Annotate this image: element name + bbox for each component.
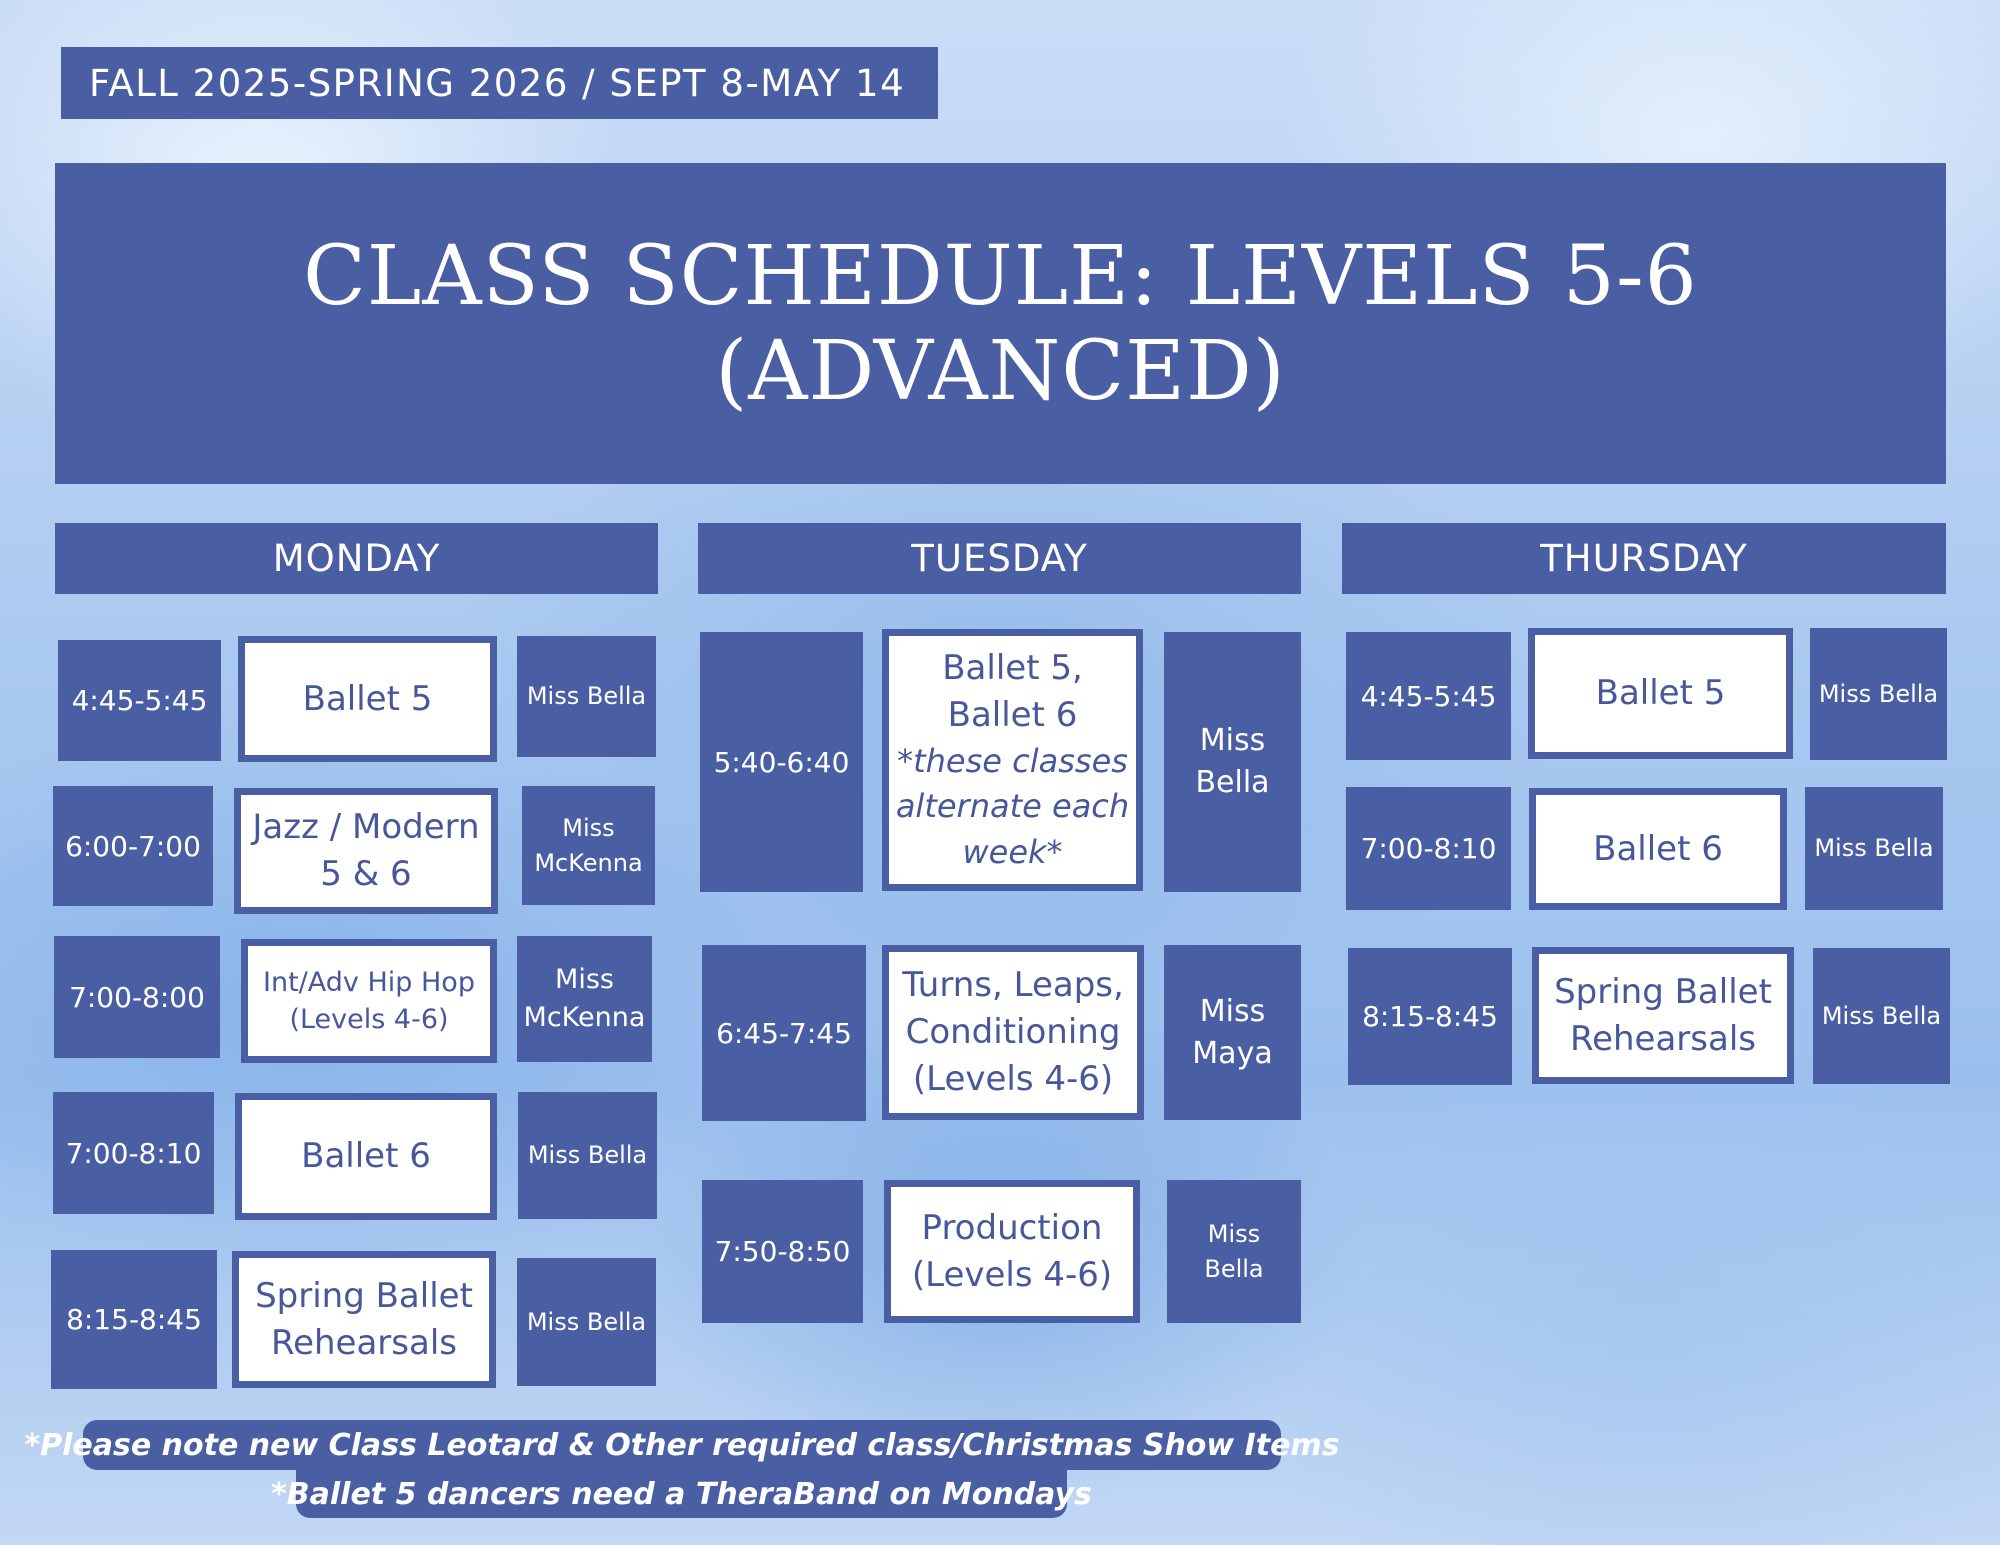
alternate-note-line: *these classes — [897, 741, 1128, 780]
class-time: 7:00-8:00 — [54, 936, 220, 1058]
instructor: Miss Bella — [517, 1258, 656, 1386]
class-time: 6:45-7:45 — [702, 945, 866, 1121]
class-name — [882, 945, 1144, 1120]
class-name — [1528, 628, 1793, 759]
class-time: 8:15-8:45 — [1348, 948, 1512, 1085]
day-header-thursday: THURSDAY — [1342, 523, 1946, 594]
class-name-line: Ballet 5 — [1595, 673, 1726, 714]
class-name — [241, 939, 497, 1063]
class-name-line: Turns, Leaps, — [902, 965, 1124, 1006]
class-time: 7:00-8:10 — [53, 1092, 214, 1214]
instructor-line: McKenna — [534, 848, 643, 877]
instructor-line: Miss — [555, 964, 614, 996]
page-title: CLASS SCHEDULE: LEVELS 5-6 (ADVANCED) — [55, 163, 1946, 484]
class-time: 6:00-7:00 — [53, 786, 213, 906]
instructor — [1164, 945, 1301, 1120]
class-name-line: Jazz / Modern — [252, 807, 480, 848]
class-name-line: (Levels 4-6) — [289, 1004, 449, 1035]
class-time: 8:15-8:45 — [51, 1250, 217, 1389]
instructor: Miss Bella — [1805, 787, 1943, 910]
instructor-line: Miss — [1199, 723, 1266, 758]
alternate-note-line: week* — [962, 832, 1063, 871]
class-time: 4:45-5:45 — [1346, 632, 1511, 760]
class-time: 7:00-8:10 — [1346, 787, 1511, 910]
instructor — [517, 936, 652, 1062]
footer-note-leotard: *Please note new Class Leotard & Other required class/Christmas Show Items — [83, 1420, 1281, 1470]
instructor-line: Miss — [1207, 1219, 1261, 1248]
class-name-line: Rehearsals — [270, 1322, 457, 1363]
class-name — [235, 1093, 497, 1220]
instructor-line: Maya — [1192, 1035, 1273, 1071]
instructor-line: McKenna — [523, 1002, 646, 1033]
instructor-line: Miss — [562, 813, 615, 842]
instructor-line: Miss — [1199, 993, 1266, 1029]
class-name — [1529, 788, 1787, 910]
class-time: 4:45-5:45 — [58, 640, 221, 761]
class-name-line: Ballet 6 — [947, 694, 1078, 735]
class-name — [234, 788, 498, 914]
footer-note-theraband: *Ballet 5 dancers need a TheraBand on Mondays — [296, 1470, 1067, 1518]
class-name-line: Ballet 5 — [302, 678, 433, 719]
class-name — [884, 1180, 1140, 1323]
class-name — [1532, 947, 1794, 1084]
day-header-tuesday: TUESDAY — [698, 523, 1301, 594]
instructor: Miss Bella — [518, 1092, 657, 1219]
instructor: Miss Bella — [1813, 948, 1950, 1084]
class-name-line: Ballet 5, — [942, 647, 1083, 688]
instructor: Miss Bella — [1810, 628, 1947, 760]
class-name-line: Ballet 6 — [301, 1136, 431, 1177]
day-header-monday: MONDAY — [55, 523, 658, 594]
class-name-line: Ballet 6 — [1593, 828, 1723, 869]
class-time: 7:50-8:50 — [702, 1180, 863, 1323]
season-banner: FALL 2025-SPRING 2026 / SEPT 8-MAY 14 — [61, 47, 938, 119]
class-name — [232, 1251, 496, 1388]
instructor: Miss Bella — [517, 636, 656, 757]
class-name-line: Int/Adv Hip Hop — [263, 966, 475, 998]
class-name-line: Conditioning — [905, 1012, 1121, 1053]
class-name — [882, 629, 1143, 891]
class-time: 5:40-6:40 — [700, 632, 863, 892]
instructor — [1164, 632, 1301, 892]
instructor-line: Bella — [1204, 1254, 1264, 1283]
class-name — [238, 636, 497, 762]
class-name-line: (Levels 4-6) — [911, 1254, 1113, 1295]
class-name-line: Rehearsals — [1569, 1018, 1756, 1059]
alternate-note-line: alternate each — [895, 787, 1130, 826]
class-name-line: Spring Ballet — [255, 1275, 473, 1316]
instructor — [1167, 1180, 1301, 1323]
class-name-line: Spring Ballet — [1554, 971, 1772, 1012]
class-name-line: (Levels 4-6) — [912, 1058, 1114, 1099]
class-name-line: Production — [921, 1207, 1103, 1248]
instructor — [522, 786, 655, 905]
instructor-line: Bella — [1195, 765, 1270, 800]
class-name-line: 5 & 6 — [320, 854, 412, 894]
